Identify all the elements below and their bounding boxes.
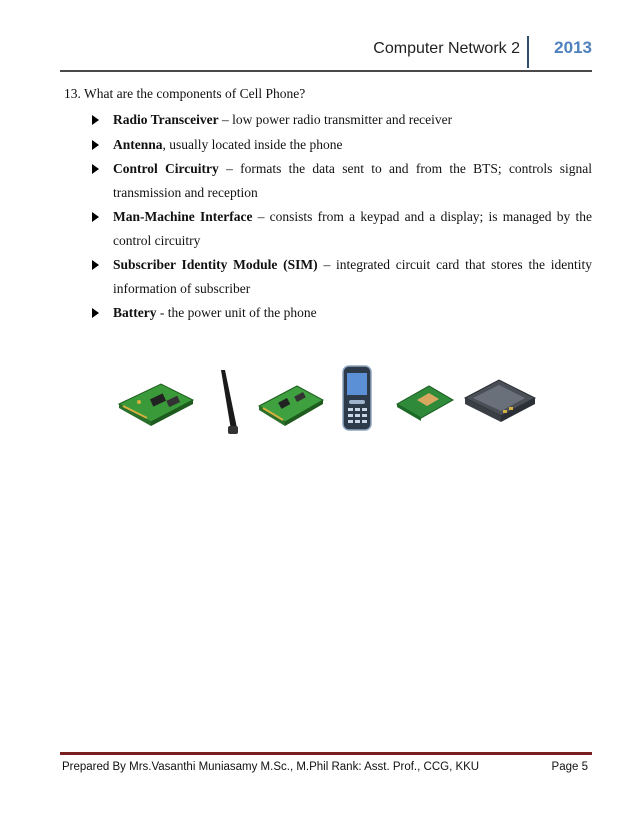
header-rule bbox=[60, 70, 592, 72]
item-text: , usually located inside the phone bbox=[162, 136, 343, 152]
list-item bbox=[92, 253, 592, 300]
arrow-bullet-icon bbox=[92, 140, 99, 150]
footer-rule bbox=[60, 752, 592, 755]
item-term: Antenna bbox=[113, 136, 163, 152]
list-item bbox=[92, 108, 592, 132]
item-term: Man-Machine Interface bbox=[113, 209, 253, 224]
list-item bbox=[92, 205, 592, 252]
item-text: – consists from a keypad and a display; is managed by the control circuitry bbox=[113, 209, 592, 248]
antenna-icon bbox=[215, 368, 245, 438]
item-term: Control Circuitry bbox=[113, 161, 219, 176]
item-text: – integrated circuit card that stores the identity information of subscriber bbox=[113, 257, 592, 296]
item-term: Battery bbox=[113, 305, 157, 320]
item-text: - the power unit of the phone bbox=[156, 305, 317, 320]
circuit-board-icon bbox=[255, 378, 325, 428]
list-item bbox=[92, 157, 592, 204]
item-term: Subscriber Identity Module (SIM) bbox=[113, 257, 318, 272]
circuit-board-icon bbox=[115, 378, 195, 428]
page-footer bbox=[60, 752, 592, 773]
battery-icon bbox=[463, 376, 537, 424]
component-list bbox=[92, 108, 592, 326]
item-text: – formats the data sent to and from the BTS; controls signal transmission and reception bbox=[113, 161, 592, 200]
question-heading: 13. What are the components of Cell Phone? bbox=[64, 86, 306, 101]
page-header bbox=[60, 32, 592, 72]
list-item bbox=[92, 301, 592, 325]
item-text: – low power radio transmitter and receiver bbox=[218, 112, 453, 127]
footer-author: Prepared By Mrs.Vasanthi Muniasamy M.Sc., M.Phil Rank: Asst. Prof., CCG, KKU bbox=[62, 761, 480, 773]
list-item bbox=[92, 133, 592, 157]
arrow-bullet-icon bbox=[92, 164, 99, 174]
header-separator bbox=[527, 36, 529, 68]
arrow-bullet-icon bbox=[92, 115, 99, 125]
header-title: Computer Network 2 bbox=[373, 40, 520, 57]
cell-phone-icon bbox=[340, 364, 374, 434]
component-images bbox=[115, 364, 585, 444]
arrow-bullet-icon bbox=[92, 260, 99, 270]
arrow-bullet-icon bbox=[92, 308, 99, 318]
sim-card-icon bbox=[395, 382, 455, 422]
header-year: 2013 bbox=[554, 38, 592, 57]
item-term: Radio Transceiver bbox=[113, 112, 219, 127]
arrow-bullet-icon bbox=[92, 212, 99, 222]
page-number: Page 5 bbox=[551, 761, 588, 773]
